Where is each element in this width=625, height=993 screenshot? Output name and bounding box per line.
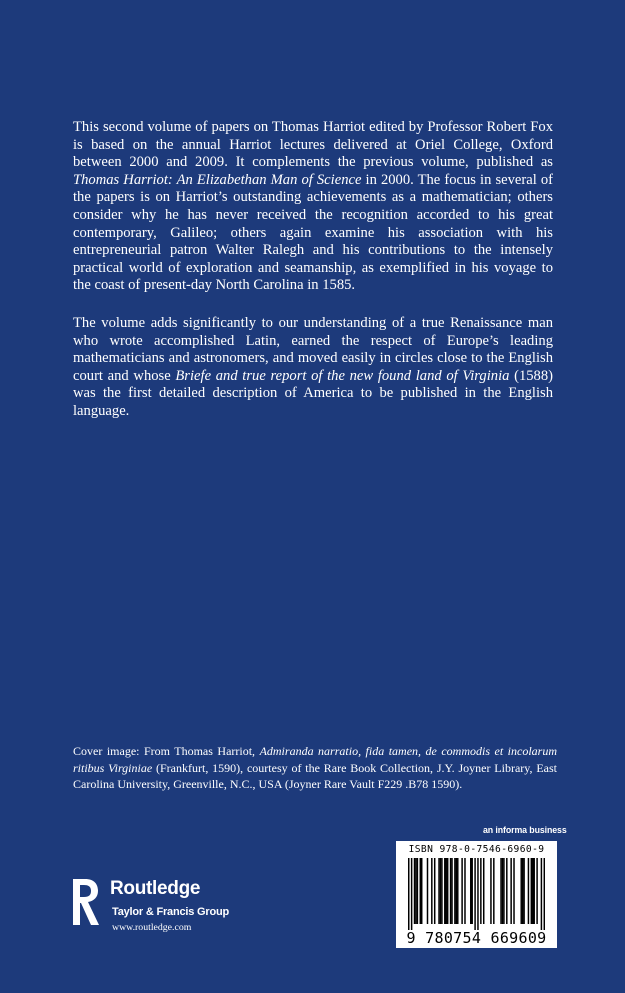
routledge-r-logo-icon: [70, 876, 102, 928]
barcode-bar: [454, 858, 455, 924]
barcode-bar: [464, 858, 465, 924]
barcode-bar: [417, 858, 418, 924]
barcode-bar: [440, 858, 441, 924]
barcode-bar: [544, 858, 545, 930]
barcode-bar: [506, 858, 507, 924]
publisher-name: Routledge: [110, 878, 201, 899]
barcode-bar: [510, 858, 511, 924]
credit-title-italic: Admiranda narratio, fida tamen, de commodis et incolarum ritibus Virginiae: [73, 744, 557, 775]
barcode-bar: [447, 858, 448, 924]
blurb-text: in 2000. The focus in several of the papers is on Harriot’s outstanding achievements as a mathematician; others consider why he has never received the recognition accorded to his great contemporary, Galileo; others again examine his association with his entrepreneurial patron Walter Ralegh and his contributions to the intensely practical world of exploration and seamanship, as exemplified in his voyage to the coast of present-day North Carolina in 1585.: [73, 171, 554, 294]
blurb-text: The volume adds significantly to our understanding of a true Renaissance man who wrote accomplished Latin, earned the respect of Europe’s leading mathematicians and astronomers, and moved easily in circles close to the English court and whose: [73, 315, 553, 384]
barcode-bar: [420, 858, 421, 924]
blurb-text: This second volume of papers on Thomas Harriot edited by Professor Robert Fox is based on the annual Harriot lectures delivered at Oriel College, Oxford between 2000 and 2009. It complements the previous volume, published as: [73, 119, 553, 171]
barcode-bar: [411, 858, 412, 930]
blurb-paragraph-2: [73, 315, 553, 421]
barcode-bar: [541, 858, 542, 930]
barcode-bar: [503, 858, 504, 924]
barcode-bar: [451, 858, 452, 924]
barcode-bar: [415, 858, 416, 924]
informa-tagline: an informa business: [483, 825, 567, 835]
credit-text: Cover image: From Thomas Harriot,: [73, 744, 260, 758]
publisher-block: [70, 876, 300, 936]
barcode-bar: [438, 858, 439, 924]
barcode-bar: [456, 858, 457, 924]
barcode-bar: [477, 858, 478, 930]
barcode-bar: [461, 858, 462, 924]
barcode-bar: [408, 858, 409, 930]
publisher-group: Taylor & Francis Group: [112, 906, 230, 918]
barcode-bar: [520, 858, 521, 924]
barcode-bar: [493, 858, 494, 924]
barcode-bar: [427, 858, 428, 924]
barcode-bar: [480, 858, 481, 924]
barcode-bar: [450, 858, 451, 924]
barcode-bar: [421, 858, 422, 924]
barcode-bar: [532, 858, 533, 924]
ean-digits: 9 780754 669609: [406, 929, 547, 947]
barcode-bar: [536, 858, 537, 924]
barcode-bar: [502, 858, 503, 924]
barcode-bar: [471, 858, 472, 924]
barcode-bar: [414, 858, 415, 924]
barcode-bar: [523, 858, 524, 924]
barcode-bar: [431, 858, 432, 924]
barcode-bar: [483, 858, 484, 924]
isbn-label: ISBN 978-0-7546-6960-9: [408, 844, 545, 855]
publisher-url: www.routledge.com: [112, 922, 192, 933]
isbn-barcode: [396, 841, 557, 948]
barcode-bar: [522, 858, 523, 924]
credit-text: (Frankfurt, 1590), courtesy of the Rare Book Collection, J.Y. Joyner Library, East Carolina University, Greenville, N.C., USA (Joyner Rare Vault F229 .B78 1590).: [73, 760, 557, 791]
barcode-bar: [533, 858, 534, 924]
barcode-bar: [470, 858, 471, 924]
cover-image-credit: [73, 743, 557, 793]
barcode-bars: [408, 858, 545, 930]
barcode-bar: [441, 858, 442, 924]
barcode-bar: [474, 858, 475, 930]
barcode-bar: [528, 858, 529, 924]
barcode-bar: [513, 858, 514, 924]
barcode-bar: [444, 858, 445, 924]
barcode-bar: [434, 858, 435, 924]
blurb-paragraph-1: [73, 119, 553, 295]
book-title-italic: Briefe and true report of the new found land of Virginia: [175, 367, 510, 384]
barcode-bar: [531, 858, 532, 924]
book-title-italic: Thomas Harriot: An Elizabethan Man of Science: [73, 171, 362, 188]
barcode-bar: [490, 858, 491, 924]
barcode-bar: [457, 858, 458, 924]
barcode-bar: [445, 858, 446, 924]
blurb-text: (1588) was the first detailed description of America to be published in the English language.: [73, 367, 554, 419]
barcode-bar: [500, 858, 501, 924]
